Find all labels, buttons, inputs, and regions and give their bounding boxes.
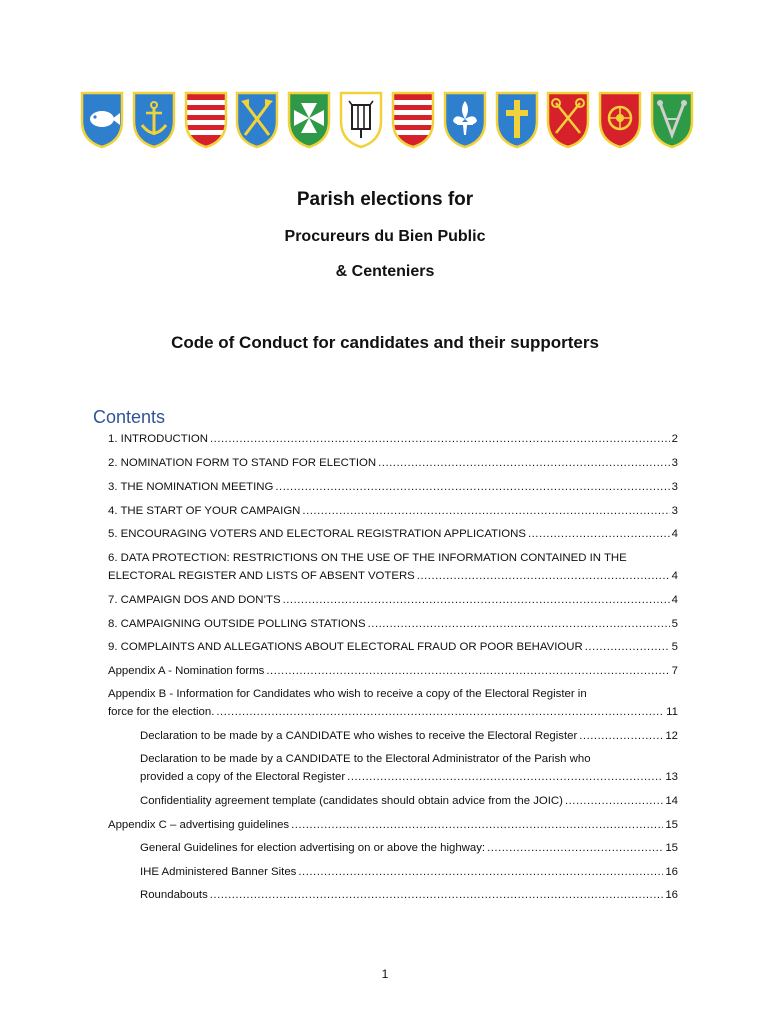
title-line-1: Parish elections for xyxy=(296,189,474,210)
toc-entry-confidentiality-agreement[interactable] xyxy=(140,793,678,809)
toc-entry-declaration-administrator[interactable] xyxy=(140,769,678,785)
toc-entry-appendix-b[interactable] xyxy=(108,704,678,720)
toc-entry-data-protection[interactable] xyxy=(108,568,678,584)
toc-entry-page: 4 xyxy=(671,594,678,606)
toc-entry-page: 12 xyxy=(665,730,678,742)
toc-entry-label: 4. THE START OF YOUR CAMPAIGN xyxy=(108,505,301,517)
toc-entry-label: provided a copy of the Electoral Register xyxy=(140,771,346,783)
toc-entry-appendix-b-line1[interactable]: Appendix B - Information for Candidates who wish to receive a copy of the Electoral Register in xyxy=(108,688,587,700)
toc-entry-label: 2. NOMINATION FORM TO STAND FOR ELECTION xyxy=(108,457,377,469)
toc-entry-start-of-campaign[interactable] xyxy=(108,503,678,519)
toc-entry-label: Appendix C – advertising guidelines xyxy=(108,819,290,831)
toc-entry-page: 16 xyxy=(665,889,678,901)
document-subtitle: Code of Conduct for candidates and their supporters xyxy=(171,333,599,352)
toc-entry-declaration-administrator-line1[interactable]: Declaration to be made by a CANDIDATE to the Electoral Administrator of the Parish who xyxy=(140,753,591,765)
toc-entry-page: 16 xyxy=(665,866,678,878)
toc-entry-nomination-meeting[interactable] xyxy=(108,479,678,495)
toc-entry-page: 5 xyxy=(671,618,678,630)
toc-entry-label: 3. THE NOMINATION MEETING xyxy=(108,481,274,493)
toc-entry-page: 13 xyxy=(665,771,678,783)
toc-entry-page: 11 xyxy=(666,706,678,718)
toc-entry-roundabouts[interactable] xyxy=(140,887,678,903)
toc-entry-campaign-dos-donts[interactable] xyxy=(108,592,678,608)
page-number: 1 xyxy=(381,967,389,981)
toc-entry-label: 5. ENCOURAGING VOTERS AND ELECTORAL REGISTRATION APPLICATIONS xyxy=(108,528,526,540)
toc-entry-nomination-form[interactable] xyxy=(108,455,678,471)
toc-entry-page: 2 xyxy=(671,433,678,445)
toc-entry-polling-stations[interactable] xyxy=(108,616,678,632)
toc-entry-page: 4 xyxy=(671,570,678,582)
toc-entry-label: Appendix A - Nomination forms xyxy=(108,665,265,677)
toc-entry-page: 5 xyxy=(671,641,678,653)
toc-entry-label: force for the election. xyxy=(108,706,215,718)
toc-entry-label: 1. INTRODUCTION xyxy=(108,433,208,445)
toc-entry-data-protection-line1[interactable]: 6. DATA PROTECTION: RESTRICTIONS ON THE USE OF THE INFORMATION CONTAINED IN THE xyxy=(108,552,627,564)
toc-entry-page: 3 xyxy=(671,457,678,469)
toc-entry-label: Confidentiality agreement template (candidates should obtain advice from the JOIC) xyxy=(140,795,563,807)
toc-entry-page: 3 xyxy=(671,505,678,517)
toc-entry-label: General Guidelines for election advertising on or above the highway: xyxy=(140,842,486,854)
contents-heading: Contents xyxy=(93,407,166,427)
toc-entry-page: 15 xyxy=(665,842,678,854)
title-line-2: Procureurs du Bien Public xyxy=(284,228,486,245)
toc-entry-introduction[interactable] xyxy=(108,431,678,447)
toc-entry-complaints[interactable] xyxy=(108,639,678,655)
toc-entry-banner-sites[interactable] xyxy=(140,864,678,880)
toc-entry-declaration-receive[interactable] xyxy=(140,728,678,744)
title-line-3: & Centeniers xyxy=(335,263,435,280)
toc-entry-general-guidelines[interactable] xyxy=(140,840,678,856)
toc-entry-label: 9. COMPLAINTS AND ALLEGATIONS ABOUT ELECTORAL FRAUD OR POOR BEHAVIOUR xyxy=(108,641,583,653)
toc-entry-appendix-a[interactable] xyxy=(108,663,678,679)
toc-entry-page: 14 xyxy=(665,795,678,807)
toc-entry-label: Declaration to be made by a CANDIDATE who wishes to receive the Electoral Register xyxy=(140,730,578,742)
toc-entry-appendix-c[interactable] xyxy=(108,817,678,833)
toc-entry-label: IHE Administered Banner Sites xyxy=(140,866,297,878)
toc-entry-page: 15 xyxy=(665,819,678,831)
toc-entry-encouraging-voters[interactable] xyxy=(108,526,678,542)
toc-entry-page: 4 xyxy=(671,528,678,540)
toc-entry-page: 3 xyxy=(671,481,678,493)
toc-entry-label: 7. CAMPAIGN DOS AND DON’TS xyxy=(108,594,281,606)
toc-entry-label: 8. CAMPAIGNING OUTSIDE POLLING STATIONS xyxy=(108,618,366,630)
toc-entry-page: 7 xyxy=(671,665,678,677)
toc-entry-label: ELECTORAL REGISTER AND LISTS OF ABSENT VOTERS xyxy=(108,570,415,582)
toc-entry-label: Roundabouts xyxy=(140,889,208,901)
